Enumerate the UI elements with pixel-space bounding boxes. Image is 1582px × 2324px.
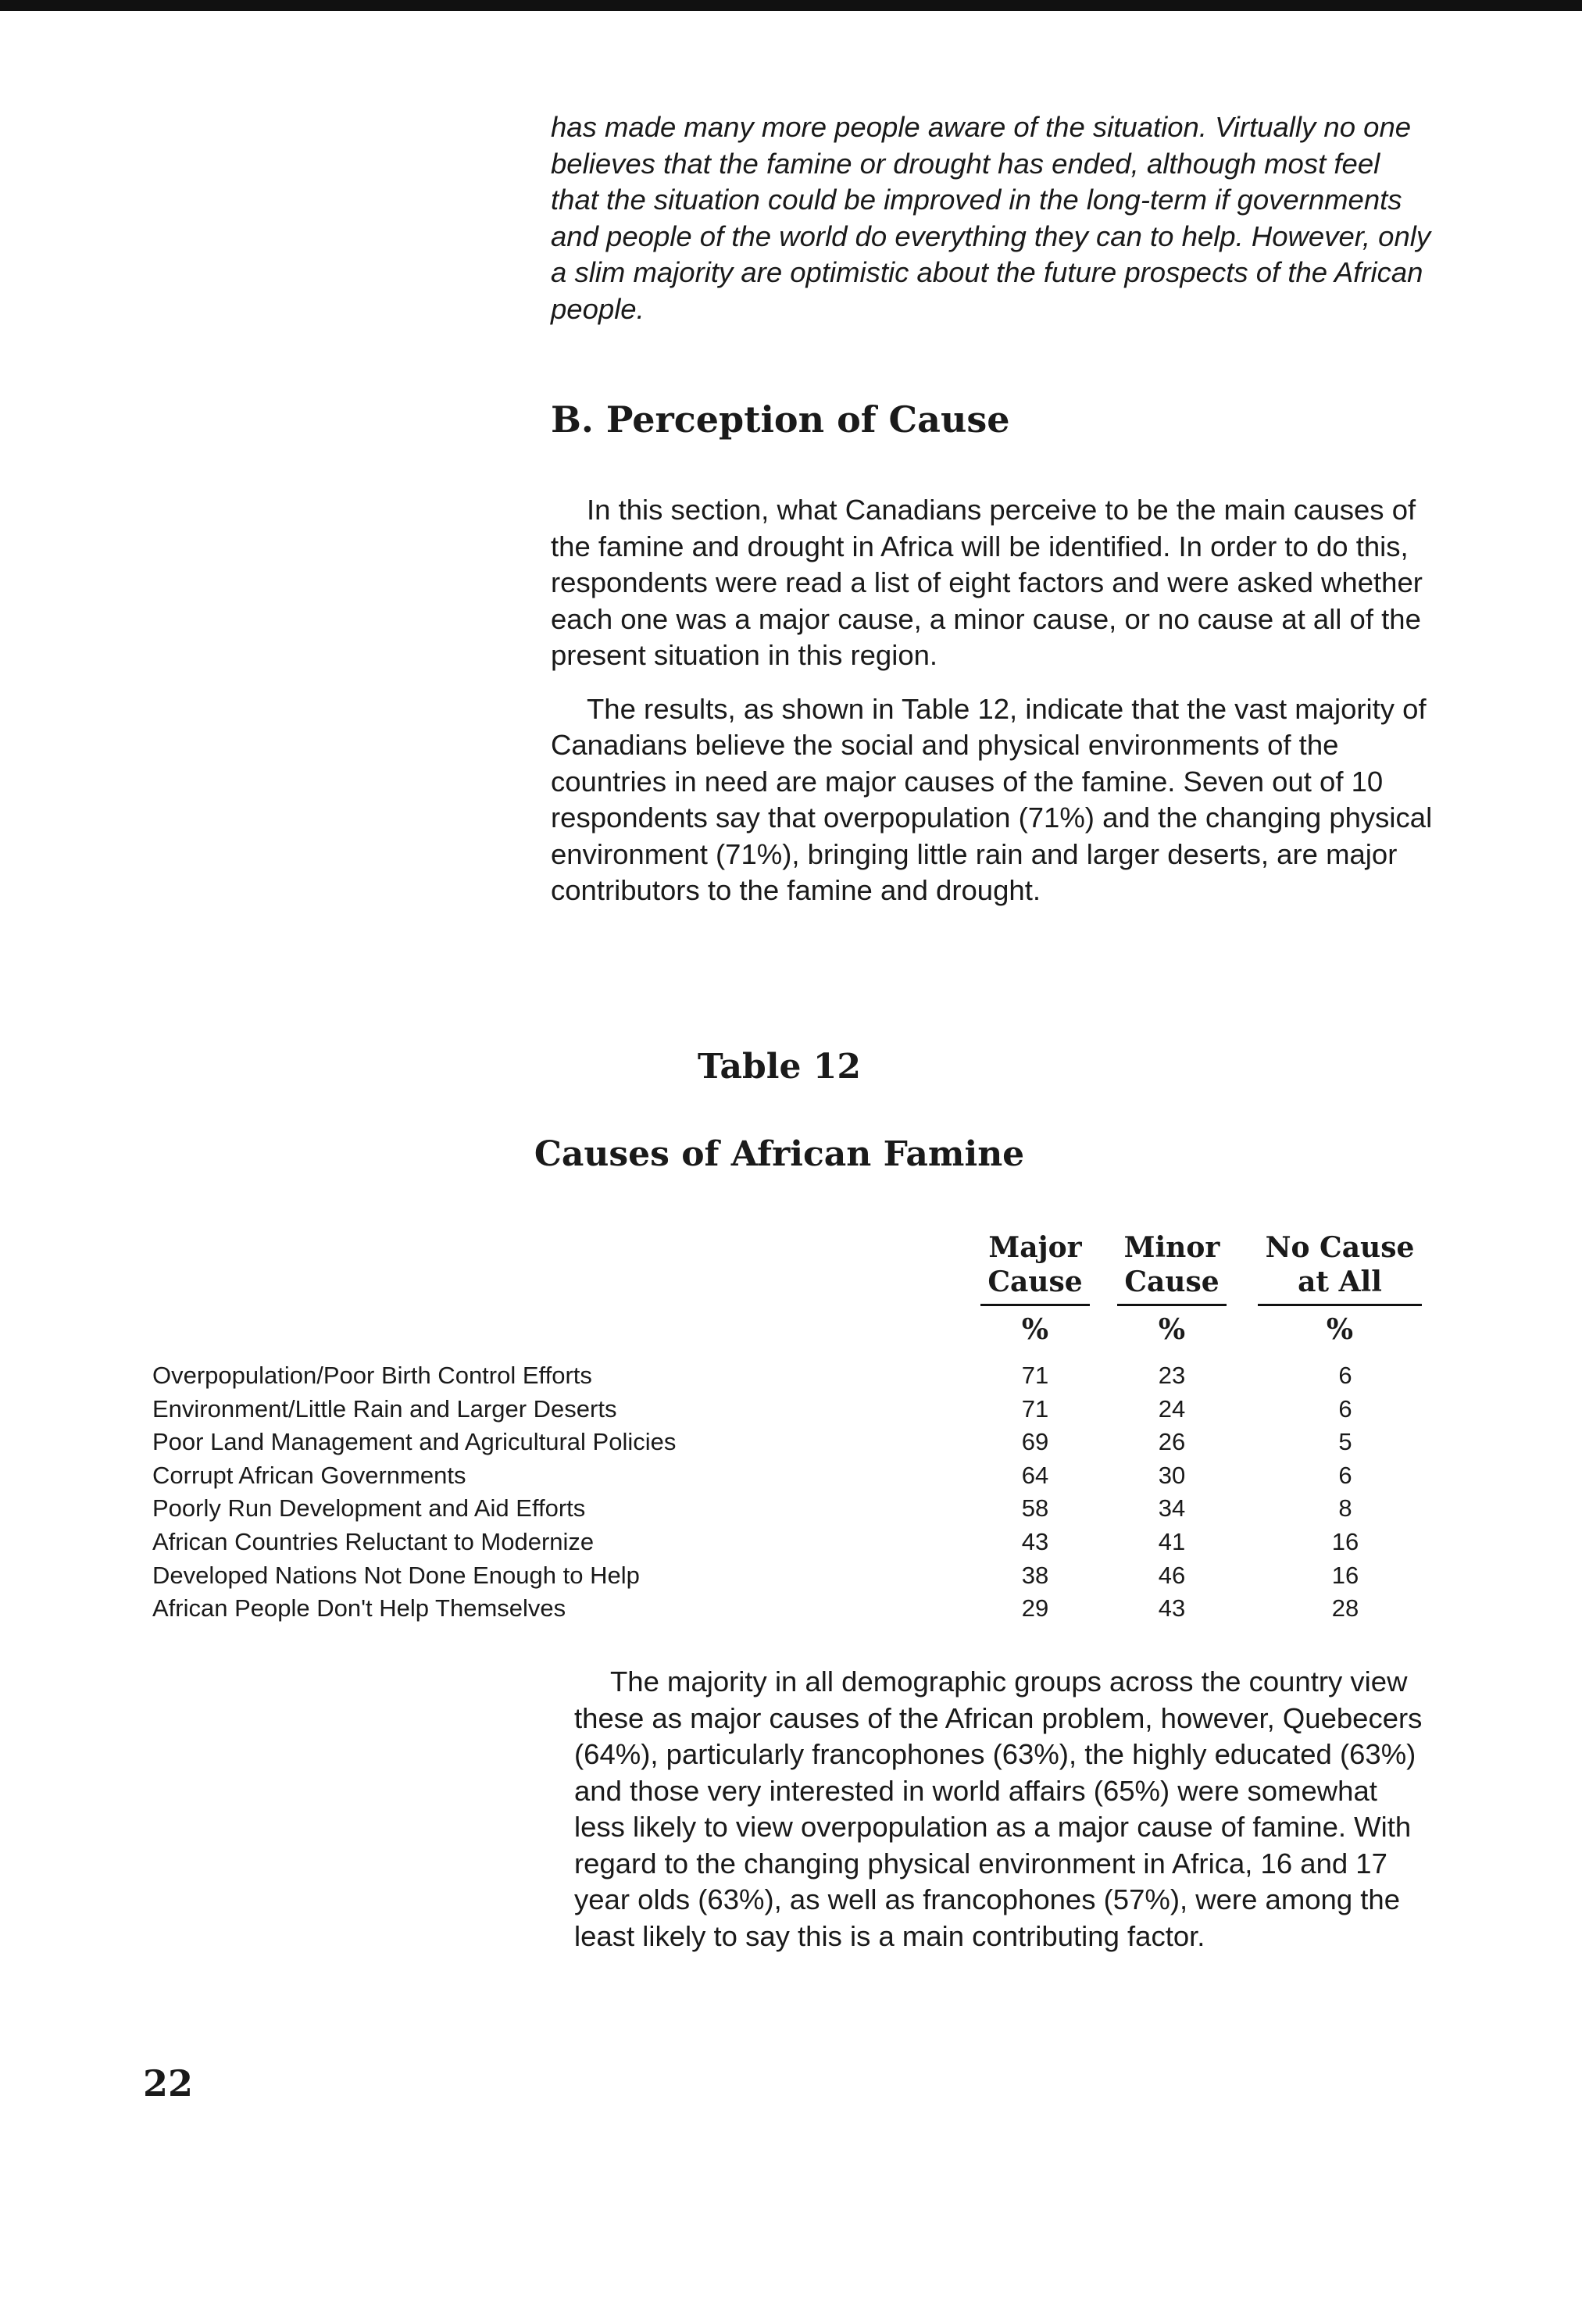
table-row — [152, 1592, 1441, 1626]
row-label: Environment/Little Rain and Larger Deserts — [152, 1394, 617, 1423]
no-cause-value: 16 — [1331, 1527, 1359, 1555]
paragraph-3: The majority in all demographic groups across the country view these as major causes of the African problem, however, Quebecers (64%), particularly francophones (63%), the highly educated (63%) and those very interested in world affairs (65%) were somewhat less likely to view overpopulation as a major cause of famine. With regard to the changing physical environment in Africa, 16 and 17 year olds (63%), as well as francophones (57%), were among the least likely to say this is a main contributing factor. — [574, 1665, 1423, 1952]
body-block-1 — [551, 492, 1434, 909]
no-cause-value: 8 — [1338, 1494, 1352, 1523]
table-row — [152, 1393, 1441, 1426]
section-heading: B. Perception of Cause — [551, 398, 1010, 441]
minor-cause-value: 23 — [1158, 1362, 1186, 1389]
row-label: African People Don't Help Themselves — [152, 1594, 566, 1623]
minor-cause-value: 43 — [1158, 1594, 1186, 1623]
table-row — [152, 1559, 1441, 1593]
no-cause-value: 6 — [1338, 1461, 1352, 1489]
no-cause-value: 16 — [1331, 1561, 1359, 1589]
major-cause-value: 64 — [1021, 1461, 1049, 1489]
page-number: 22 — [143, 2062, 194, 2104]
major-cause-value: 43 — [1021, 1527, 1049, 1555]
major-cause-value: 71 — [1021, 1362, 1049, 1389]
intro-block — [551, 109, 1434, 327]
row-label: Overpopulation/Poor Birth Control Efforts — [152, 1362, 592, 1389]
table-subtitle: Causes of African Famine — [534, 1134, 1025, 1174]
minor-cause-value: 34 — [1158, 1494, 1186, 1523]
minor-cause-value: 41 — [1158, 1527, 1186, 1555]
row-label: Poor Land Management and Agricultural Policies — [152, 1428, 677, 1456]
paragraph-1: In this section, what Canadians perceive to be the main causes of the famine and drought in Africa will be identified. In order to do this, respondents were read a list of eight factors and were asked whether each one was a major cause, a minor cause, or no cause at all of the present situation in this region. — [551, 494, 1423, 671]
major-cause-value: 71 — [1021, 1394, 1049, 1423]
table-row — [152, 1426, 1441, 1459]
major-cause-value: 38 — [1021, 1561, 1049, 1589]
table-row — [152, 1492, 1441, 1526]
row-label: Corrupt African Governments — [152, 1461, 466, 1489]
unit-label: % — [980, 1304, 1090, 1347]
major-cause-value: 29 — [1021, 1594, 1049, 1623]
table-body — [152, 1359, 1441, 1626]
no-cause-value: 28 — [1331, 1594, 1359, 1623]
row-label: Developed Nations Not Done Enough to Help — [152, 1561, 640, 1589]
minor-cause-value: 24 — [1158, 1394, 1186, 1423]
table-title: Table 12 — [697, 1047, 862, 1087]
table-row — [152, 1526, 1441, 1559]
page-top-border — [0, 0, 1582, 11]
column-header-major-cause: Major Cause % — [980, 1230, 1090, 1347]
major-cause-value: 69 — [1021, 1428, 1049, 1456]
no-cause-value: 5 — [1338, 1428, 1352, 1456]
unit-label: % — [1258, 1304, 1422, 1347]
table-row — [152, 1359, 1441, 1393]
column-header-minor-cause: Minor Cause % — [1117, 1230, 1227, 1347]
no-cause-value: 6 — [1338, 1394, 1352, 1423]
body-block-2 — [574, 1664, 1434, 1955]
column-header-no-cause: No Cause at All % — [1258, 1230, 1422, 1347]
row-label: Poorly Run Development and Aid Efforts — [152, 1494, 586, 1523]
paragraph-2: The results, as shown in Table 12, indicate that the vast majority of Canadians believe the social and physical environments of the countries in need are major causes of the famine. Seven out of 10 respondents say that overpopulation (71%) and the changing physical environment (71%), bringing little rain and larger deserts, are major contributors to the famine and drought. — [551, 692, 1433, 906]
minor-cause-value: 46 — [1158, 1561, 1186, 1589]
minor-cause-value: 30 — [1158, 1461, 1186, 1489]
minor-cause-value: 26 — [1158, 1428, 1186, 1456]
row-label: African Countries Reluctant to Modernize — [152, 1527, 595, 1555]
intro-paragraph: has made many more people aware of the situation. Virtually no one believes that the famine or drought has ended, although most feel that the situation could be improved in the long-term if governments and people of the world do everything they can to help. However, only a slim majority are optimistic about the future prospects of the African people. — [551, 111, 1431, 325]
major-cause-value: 58 — [1021, 1494, 1049, 1523]
no-cause-value: 6 — [1338, 1362, 1352, 1389]
table-row — [152, 1459, 1441, 1493]
unit-label: % — [1117, 1304, 1227, 1347]
